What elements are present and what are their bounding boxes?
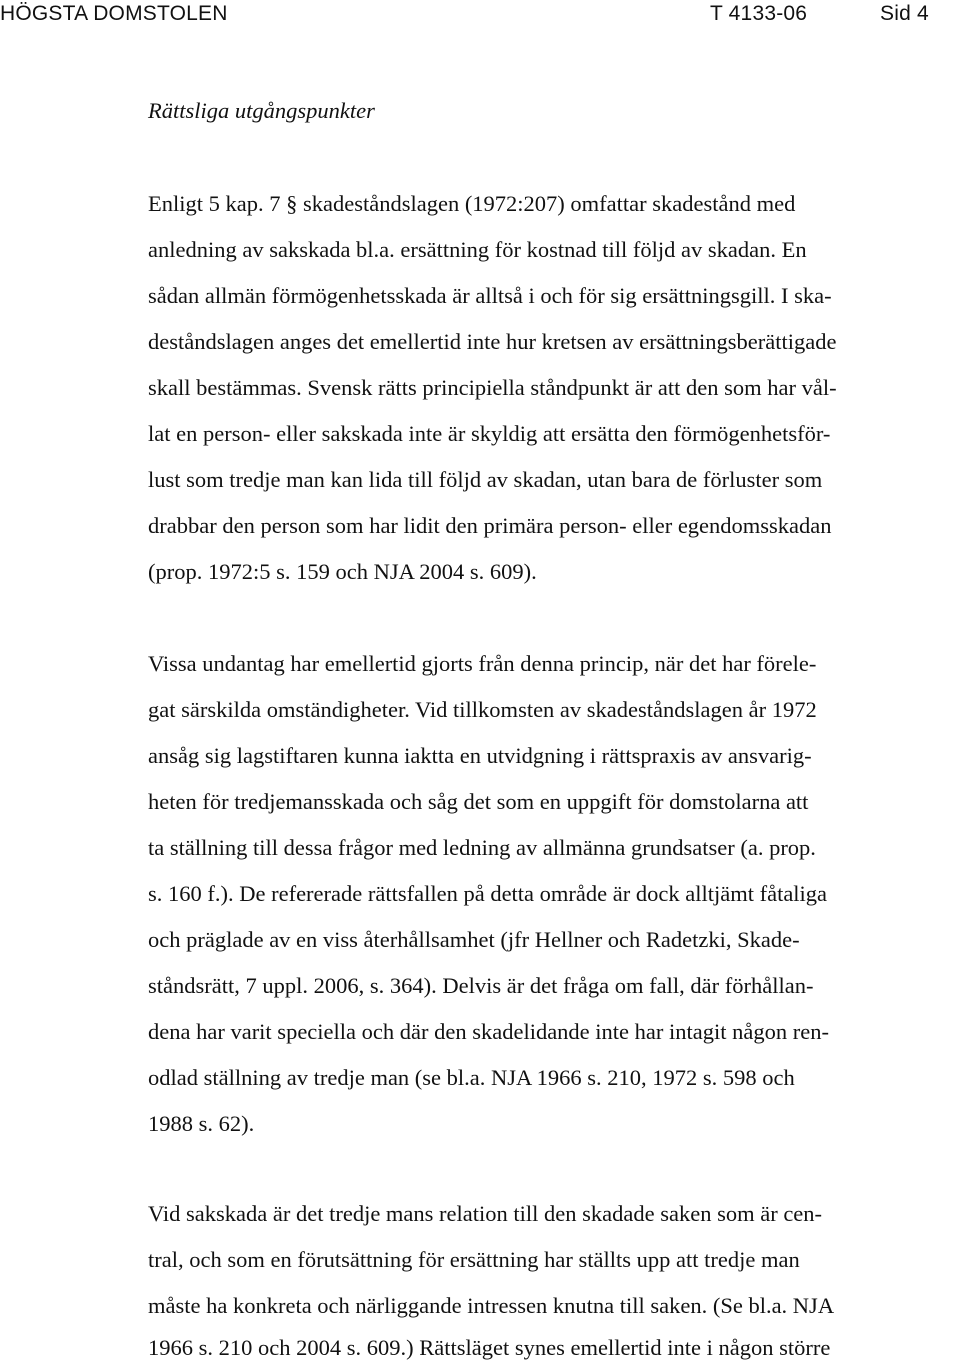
paragraph-line: sådan allmän förmögenhetsskada är alltså i och för sig ersättningsgill. I ska- xyxy=(148,283,832,308)
paragraph-line: måste ha konkreta och närliggande intressen knutna till saken. (Se bl.a. NJA xyxy=(148,1293,835,1318)
paragraph-line: heten för tredjemansskada och såg det som en uppgift för domstolarna att xyxy=(148,789,809,814)
page-header xyxy=(0,0,960,34)
paragraph-line: ståndsrätt, 7 uppl. 2006, s. 364). Delvis är det fråga om fall, där förhållan- xyxy=(148,973,814,998)
paragraph-line: skall bestämmas. Svensk rätts principiella ståndpunkt är att den som har vål- xyxy=(148,375,837,400)
paragraph-line: (prop. 1972:5 s. 159 och NJA 2004 s. 609). xyxy=(148,559,537,584)
paragraph-line: dena har varit speciella och där den skadelidande inte har intagit någon ren- xyxy=(148,1019,829,1044)
paragraph-line: Vissa undantag har emellertid gjorts från denna princip, när det har förele- xyxy=(148,651,817,676)
paragraph-line: ansåg sig lagstiftaren kunna iaktta en utvidgning i rättspraxis av ansvarig- xyxy=(148,743,812,768)
paragraph-line: Enligt 5 kap. 7 § skadeståndslagen (1972:207) omfattar skadestånd med xyxy=(148,191,796,216)
paragraph-line: gat särskilda omständigheter. Vid tillkomsten av skadeståndslagen år 1972 xyxy=(148,697,817,722)
paragraph-line: tral, och som en förutsättning för ersättning har ställts upp att tredje man xyxy=(148,1247,800,1272)
paragraph-line: lat en person- eller sakskada inte är skyldig att ersätta den förmögenhetsför- xyxy=(148,421,831,446)
paragraph-line: 1966 s. 210 och 2004 s. 609.) Rättsläget synes emellertid inte i någon större xyxy=(148,1335,831,1360)
paragraph-line: 1988 s. 62). xyxy=(148,1111,255,1136)
paragraph-line: anledning av sakskada bl.a. ersättning för kostnad till följd av skadan. En xyxy=(148,237,807,262)
section-heading: Rättsliga utgångspunkter xyxy=(148,98,375,123)
paragraph-line: deståndslagen anges det emellertid inte hur kretsen av ersättningsberättigade xyxy=(148,329,837,354)
paragraph-line: odlad ställning av tredje man (se bl.a. NJA 1966 s. 210, 1972 s. 598 och xyxy=(148,1065,795,1090)
paragraph-line: drabbar den person som har lidit den primära person- eller egendomsskadan xyxy=(148,513,832,538)
paragraph-line: s. 160 f.). De refererade rättsfallen på detta område är dock alltjämt fåtaliga xyxy=(148,881,828,906)
case-number: T 4133-06 xyxy=(710,2,808,25)
paragraph-line: lust som tredje man kan lida till följd av skadan, utan bara de förluster som xyxy=(148,467,823,492)
paragraph-line: ta ställning till dessa frågor med ledning av allmänna grundsatser (a. prop. xyxy=(148,835,816,860)
court-name: HÖGSTA DOMSTOLEN xyxy=(0,2,228,25)
paragraph-line: Vid sakskada är det tredje mans relation till den skadade saken som är cen- xyxy=(148,1201,823,1226)
paragraph-line: och präglade av en viss återhållsamhet (jfr Hellner och Radetzki, Skade- xyxy=(148,927,800,952)
page-number: Sid 4 xyxy=(880,2,929,25)
